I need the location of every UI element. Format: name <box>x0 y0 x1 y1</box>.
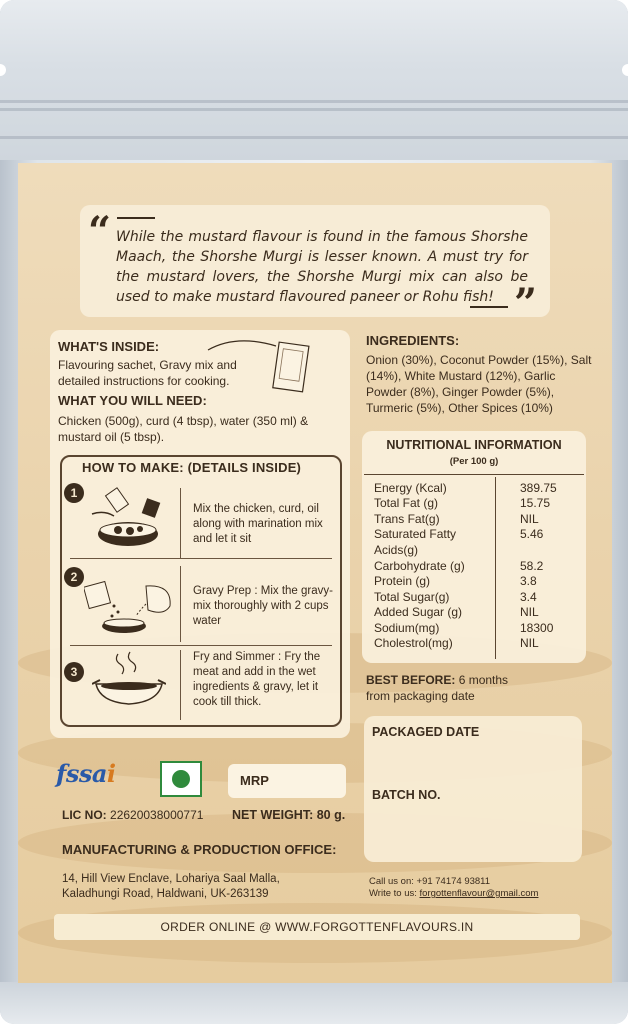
best-before <box>366 672 566 704</box>
nutrition-row-value: 3.4 <box>520 590 537 604</box>
step-text: Mix the chicken, curd, oil along with marination mix and let it sit <box>193 503 323 545</box>
pouch-bottom-seal <box>0 982 628 1024</box>
open-quote-icon: “ <box>88 208 112 255</box>
email-line <box>369 888 538 900</box>
gravy-mix-icon <box>84 576 176 636</box>
step-divider-vertical <box>180 488 181 558</box>
frying-pan-icon <box>92 650 166 712</box>
whats-inside-text: Flavouring sachet, Gravy mix and detailed instructions for cooking. <box>58 358 237 388</box>
step-text: Fry and Simmer : Fry the meat and add in the wet ingredients & gravy, let it cook till thick. <box>193 651 321 708</box>
nutrition-row-value: 18300 <box>520 621 554 635</box>
nutrition-row-value: 389.75 <box>520 481 557 495</box>
step-divider-vertical <box>180 566 181 642</box>
packaged-date-label: PACKAGED DATE <box>372 725 480 739</box>
nutrition-row-name: Added Sugar (g) <box>374 605 463 619</box>
tear-notch-right <box>622 64 628 76</box>
veg-mark-icon <box>160 761 202 797</box>
step-divider-vertical <box>180 650 181 720</box>
quote-box <box>80 205 550 317</box>
nutrition-row-name: Sodium(mg) <box>374 621 440 635</box>
order-online-banner[interactable]: ORDER ONLINE @ WWW.FORGOTTENFLAVOURS.IN <box>54 914 580 940</box>
what-you-need-text: Chicken (500g), curd (4 tbsp), water (350 ml) & mustard oil (5 tbsp). <box>58 414 309 444</box>
quote-rule-top <box>117 217 155 219</box>
marinate-bowl-icon <box>90 486 170 552</box>
best-before-value: 6 months <box>458 673 509 687</box>
step-number: 3 <box>64 662 84 682</box>
nutrition-title: NUTRITIONAL INFORMATION <box>386 438 562 452</box>
best-before-suffix: from packaging date <box>366 689 475 703</box>
nutrition-divider <box>364 474 584 475</box>
close-quote-icon: ” <box>514 280 538 327</box>
license-value: 22620038000771 <box>110 808 204 822</box>
nutrition-row-value: NIL <box>520 636 539 650</box>
what-you-need-title: WHAT YOU WILL NEED: <box>58 393 207 408</box>
nutrition-column-divider <box>495 477 496 659</box>
email-link[interactable]: forgottenflavour@gmail.com <box>419 888 539 899</box>
fssai-logo-accent: i <box>106 759 116 788</box>
nutrition-row-value: 15.75 <box>520 496 551 510</box>
nutrition-row-name: Cholestrol(mg) <box>374 636 453 650</box>
nutrition-row-name: Saturated Fatty Acids(g) <box>374 527 457 557</box>
whats-inside-title: WHAT'S INSIDE: <box>58 339 160 354</box>
nutrition-row-value: 5.46 <box>520 527 544 541</box>
nutrition-row-value: 3.8 <box>520 574 537 588</box>
email-label: Write to us: <box>369 888 417 899</box>
step-number: 1 <box>64 483 84 503</box>
quote-rule-bottom <box>470 306 508 308</box>
net-weight: NET WEIGHT: 80 g. <box>232 808 346 822</box>
zip-line <box>0 108 628 111</box>
step-divider <box>70 645 332 646</box>
nutrition-subtitle: (Per 100 g) <box>449 456 499 467</box>
nutrition-row-name: Carbohydrate (g) <box>374 559 465 573</box>
manufacturing-address <box>62 872 342 902</box>
nutrition-row-name: Trans Fat(g) <box>374 512 440 526</box>
step-number: 2 <box>64 567 84 587</box>
nutrition-row-name: Protein (g) <box>374 574 431 588</box>
step-text: Gravy Prep : Mix the gravy-mix thoroughly with 2 cups water <box>193 585 333 627</box>
nutrition-row-value: NIL <box>520 605 539 619</box>
batch-number-label: BATCH NO. <box>372 788 441 802</box>
nutrition-row-value: NIL <box>520 512 539 526</box>
nutrition-row-name: Energy (Kcal) <box>374 481 447 495</box>
sachet-icon <box>206 336 310 394</box>
zip-line <box>0 136 628 139</box>
contact-info <box>369 876 538 900</box>
address-line: 14, Hill View Enclave, Lohariya Saal Malla, <box>62 873 280 885</box>
step-divider <box>70 558 332 559</box>
phone-text: Call us on: +91 74174 93811 <box>369 876 491 887</box>
how-to-make-title: HOW TO MAKE: (DETAILS INSIDE) <box>82 460 302 475</box>
veg-dot <box>172 770 190 788</box>
nutrition-row-name: Total Fat (g) <box>374 496 439 510</box>
manufacturing-title: MANUFACTURING & PRODUCTION OFFICE: <box>62 842 337 857</box>
nutrition-row-name: Total Sugar(g) <box>374 590 450 604</box>
zip-line <box>0 100 628 103</box>
ingredients-title: INGREDIENTS: <box>366 333 460 348</box>
address-line: Kaladhungi Road, Haldwani, UK-263139 <box>62 888 269 900</box>
ingredients-text: Onion (30%), Coconut Powder (15%), Salt (14%), White Mustard (12%), Garlic Powder (8%), Ginger Powder (5%), Turmeric (5%), Other Spices (10%) <box>366 353 592 415</box>
license-label: LIC NO: <box>62 808 107 822</box>
mrp-box: MRP <box>228 764 346 798</box>
fssai-logo: fssai <box>56 759 116 788</box>
nutrition-row-value: 58.2 <box>520 559 544 573</box>
quote-text: While the mustard flavour is found in the famous Shorshe Maach, the Shorshe Murgi is lesser known. A must try for the mustard lovers, the Shorshe Murgi mix can also be used to make mustard flavoured paneer or Rohu fish! <box>116 229 528 305</box>
best-before-label: BEST BEFORE: <box>366 673 456 687</box>
license-number <box>62 808 203 822</box>
